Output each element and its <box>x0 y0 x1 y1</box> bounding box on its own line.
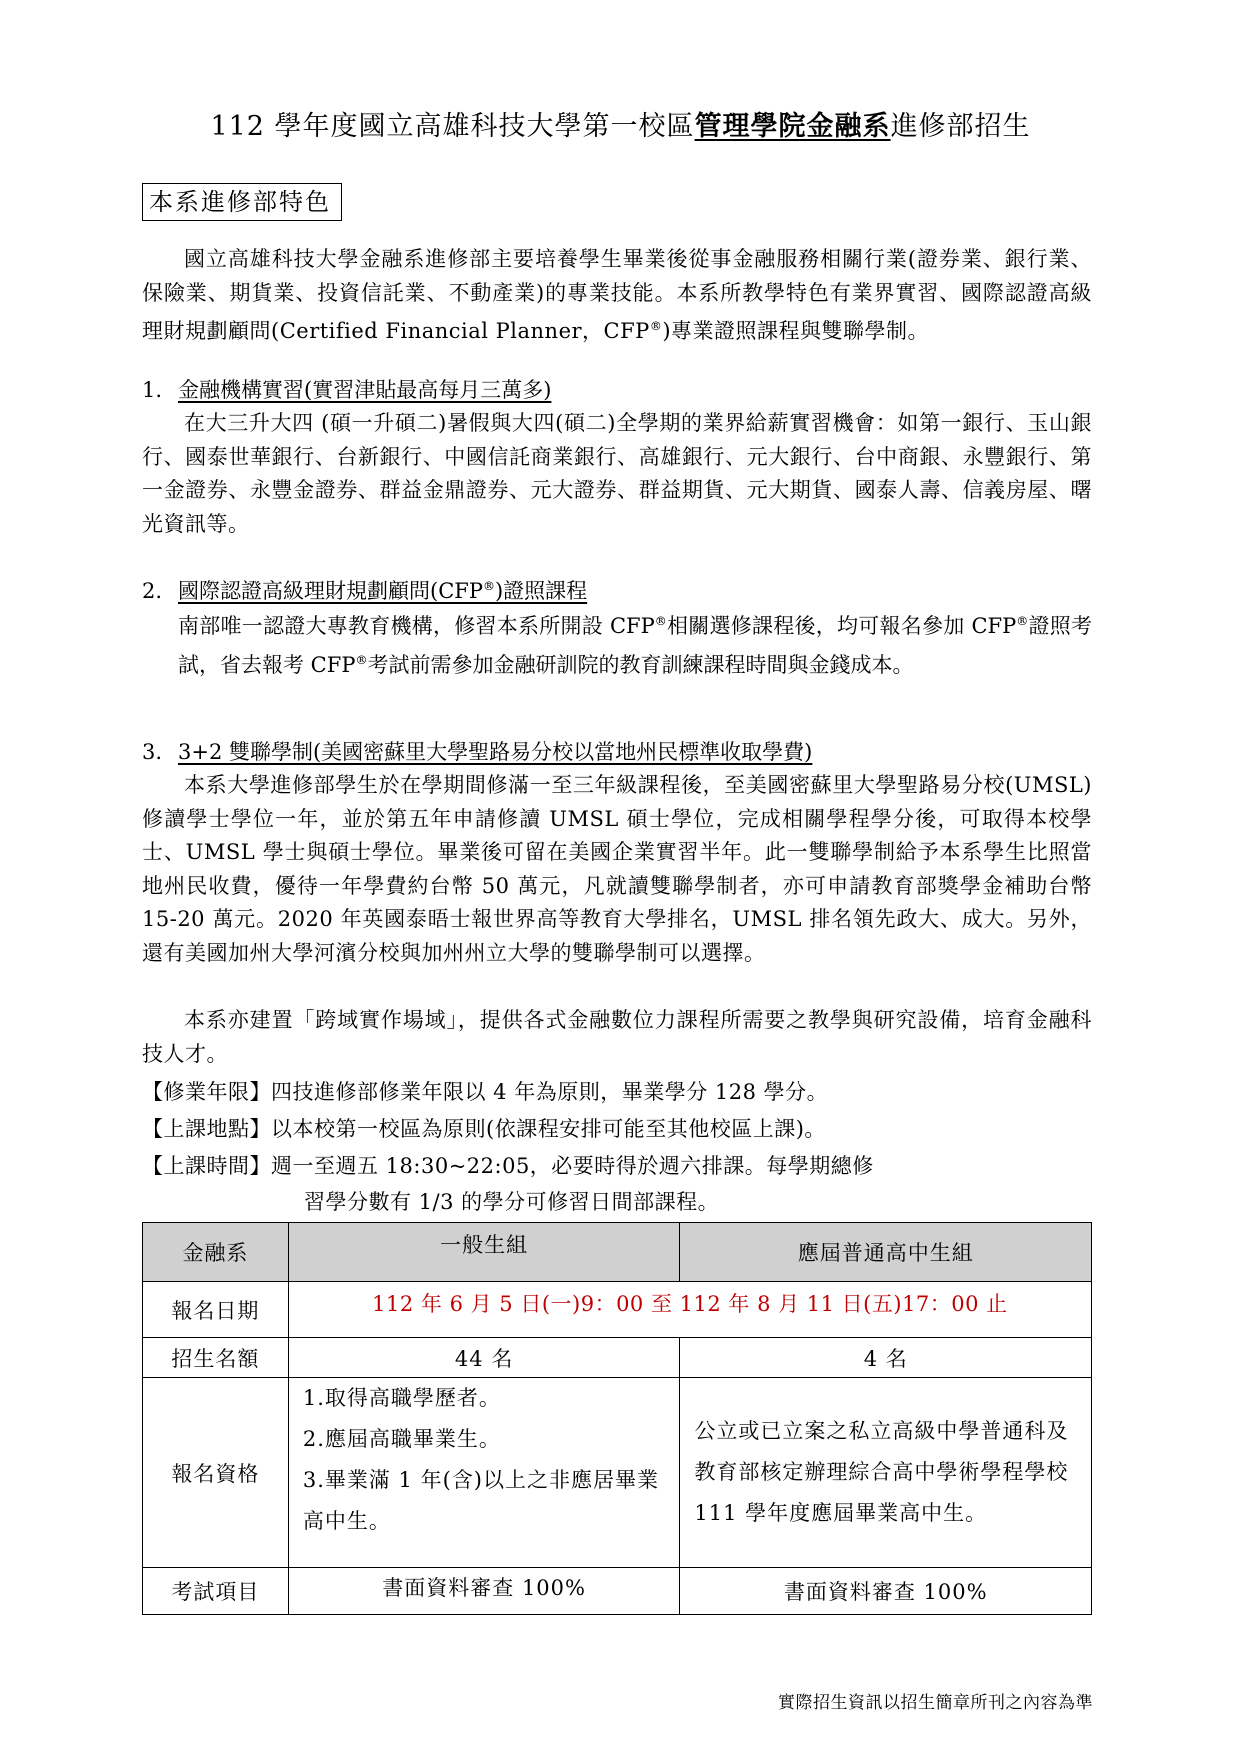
table-row <box>143 1338 1092 1378</box>
list-item: 3.畢業滿 1 年(含)以上之非應居畢業高中生。 <box>302 1468 659 1533</box>
exam-general: 書面資料審查 100% <box>288 1568 680 1615</box>
item-3-heading-row <box>142 736 812 769</box>
extra-paragraph: 本系亦建置「跨域實作場域」，提供各式金融數位力課程所需要之教學與研究設備，培育金融科技人才。 <box>142 1008 1092 1066</box>
admission-table <box>142 1222 1092 1615</box>
registered-mark: ® <box>355 653 368 667</box>
header-cell: 應屆普通高中生組 <box>680 1223 1092 1282</box>
intro-text-end: )專業證照課程與雙聯學制。 <box>662 319 930 343</box>
item-heading: 金融機構實習(實習津貼最高每月三萬多) <box>178 378 552 402</box>
qualification-highschool: 公立或已立案之私立高級中學普通科及教育部核定辦理綜合高中學術學程學校 111 學年度應屆畢業高中生。 <box>680 1378 1092 1568</box>
title-prefix: 112 學年度國立高雄科技大學第一校區 <box>210 111 695 142</box>
table-row <box>143 1568 1092 1615</box>
item-heading: 3+2 雙聯學制(美國密蘇里大學聖路易分校以當地州民標準收取學費) <box>178 740 813 764</box>
row-label: 報名日期 <box>143 1282 289 1338</box>
table-row <box>143 1378 1092 1568</box>
title-department: 管理學院金融系 <box>694 111 891 142</box>
exam-highschool: 書面資料審查 100% <box>680 1568 1092 1615</box>
table-header-row <box>143 1223 1092 1282</box>
list-item: 1.取得高職學歷者。 <box>302 1386 501 1410</box>
item-2-heading-row <box>142 570 587 608</box>
item-2-body: 南部唯一認證大專教育機構，修習本系所開設 CFP®相關選修課程後，均可報名參加 CFP®證照考試，省去報考 CFP®考試前需參加金融研訓院的教育訓練課程時間與金錢成本。 <box>178 614 1092 677</box>
row-label: 報名資格 <box>143 1378 289 1568</box>
header-cell: 一般生組 <box>288 1223 680 1282</box>
item-1-body: 在大三升大四 (碩一升碩二)暑假與大四(碩二)全學期的業界給薪實習機會：如第一銀行、玉山銀行、國泰世華銀行、台新銀行、中國信託商業銀行、高雄銀行、元大銀行、台中商銀、永豐銀行、第一金證券、永豐金證券、群益金鼎證券、元大證券、群益期貨、元大期貨、國泰人壽、信義房屋、曙光資訊等。 <box>142 411 1092 536</box>
header-cell: 金融系 <box>143 1223 289 1282</box>
registration-date: 112 年 6 月 5 日(一)9：00 至 112 年 8 月 11 日(五)17：00 止 <box>288 1282 1091 1338</box>
quota-highschool: 4 名 <box>680 1338 1092 1378</box>
row-label: 考試項目 <box>143 1568 289 1615</box>
registered-mark: ® <box>654 614 667 628</box>
qualification-general <box>288 1378 680 1568</box>
registered-mark: ® <box>1016 614 1029 628</box>
item-number: 3. <box>142 740 163 764</box>
title-suffix: 進修部招生 <box>890 111 1031 142</box>
item-heading: 國際認證高級理財規劃顧問(CFP®)證照課程 <box>178 579 588 603</box>
intro-text: 國立高雄科技大學金融系進修部主要培養學生畢業後從事金融服務相關行業(證券業、銀行業、保險業、期貨業、投資信託業、不動產業)的專業技能。本系所教學特色有業界實習、國際認證高級理財規劃顧問(Certified Financial Planner，CFP <box>142 247 1092 343</box>
item-number: 2. <box>142 579 163 603</box>
info-time: 【上課時間】週一至週五 18:30~22:05，必要時得於週六排課。每學期總修 <box>142 1154 874 1178</box>
list-item: 2.應屆高職畢業生。 <box>302 1427 501 1451</box>
info-years: 【修業年限】四技進修部修業年限以 4 年為原則，畢業學分 128 學分。 <box>142 1080 829 1104</box>
item-3-body: 本系大學進修部學生於在學期間修滿一至三年級課程後，至美國密蘇里大學聖路易分校(UMSL)修讀學士學位一年，並於第五年申請修讀 UMSL 碩士學位，完成相關學程學分後，可取得本校學士、UMSL 學士與碩士學位。畢業後可留在美國企業實習半年。此一雙聯學制給予本系學生比照當地州民收費，優待一年學費約台幣 50 萬元，凡就讀雙聯學制者，亦可申請教育部獎學金補助台幣 15-20 萬元。2020 年英國泰晤士報世界高等教育大學排名，UMSL 排名領先政大、成大。另外，還有美國加州大學河濱分校與加州州立大學的雙聯學制可以選擇。 <box>142 773 1092 965</box>
page-title <box>0 104 1241 143</box>
intro-paragraph <box>142 243 1092 349</box>
table-row <box>143 1282 1092 1338</box>
registered-mark: ® <box>649 319 663 333</box>
registered-mark: ® <box>482 579 495 593</box>
item-1-heading-row <box>142 374 551 407</box>
info-time-continued: 習學分數有 1/3 的學分可修習日間部課程。 <box>304 1190 720 1214</box>
section-heading: 本系進修部特色 <box>142 183 342 221</box>
info-location: 【上課地點】以本校第一校區為原則(依課程安排可能至其他校區上課)。 <box>142 1117 826 1141</box>
row-label: 招生名額 <box>143 1338 289 1378</box>
quota-general: 44 名 <box>288 1338 680 1378</box>
footer-note: 實際招生資訊以招生簡章所刊之內容為準 <box>778 1693 1093 1713</box>
item-number: 1. <box>142 378 163 402</box>
